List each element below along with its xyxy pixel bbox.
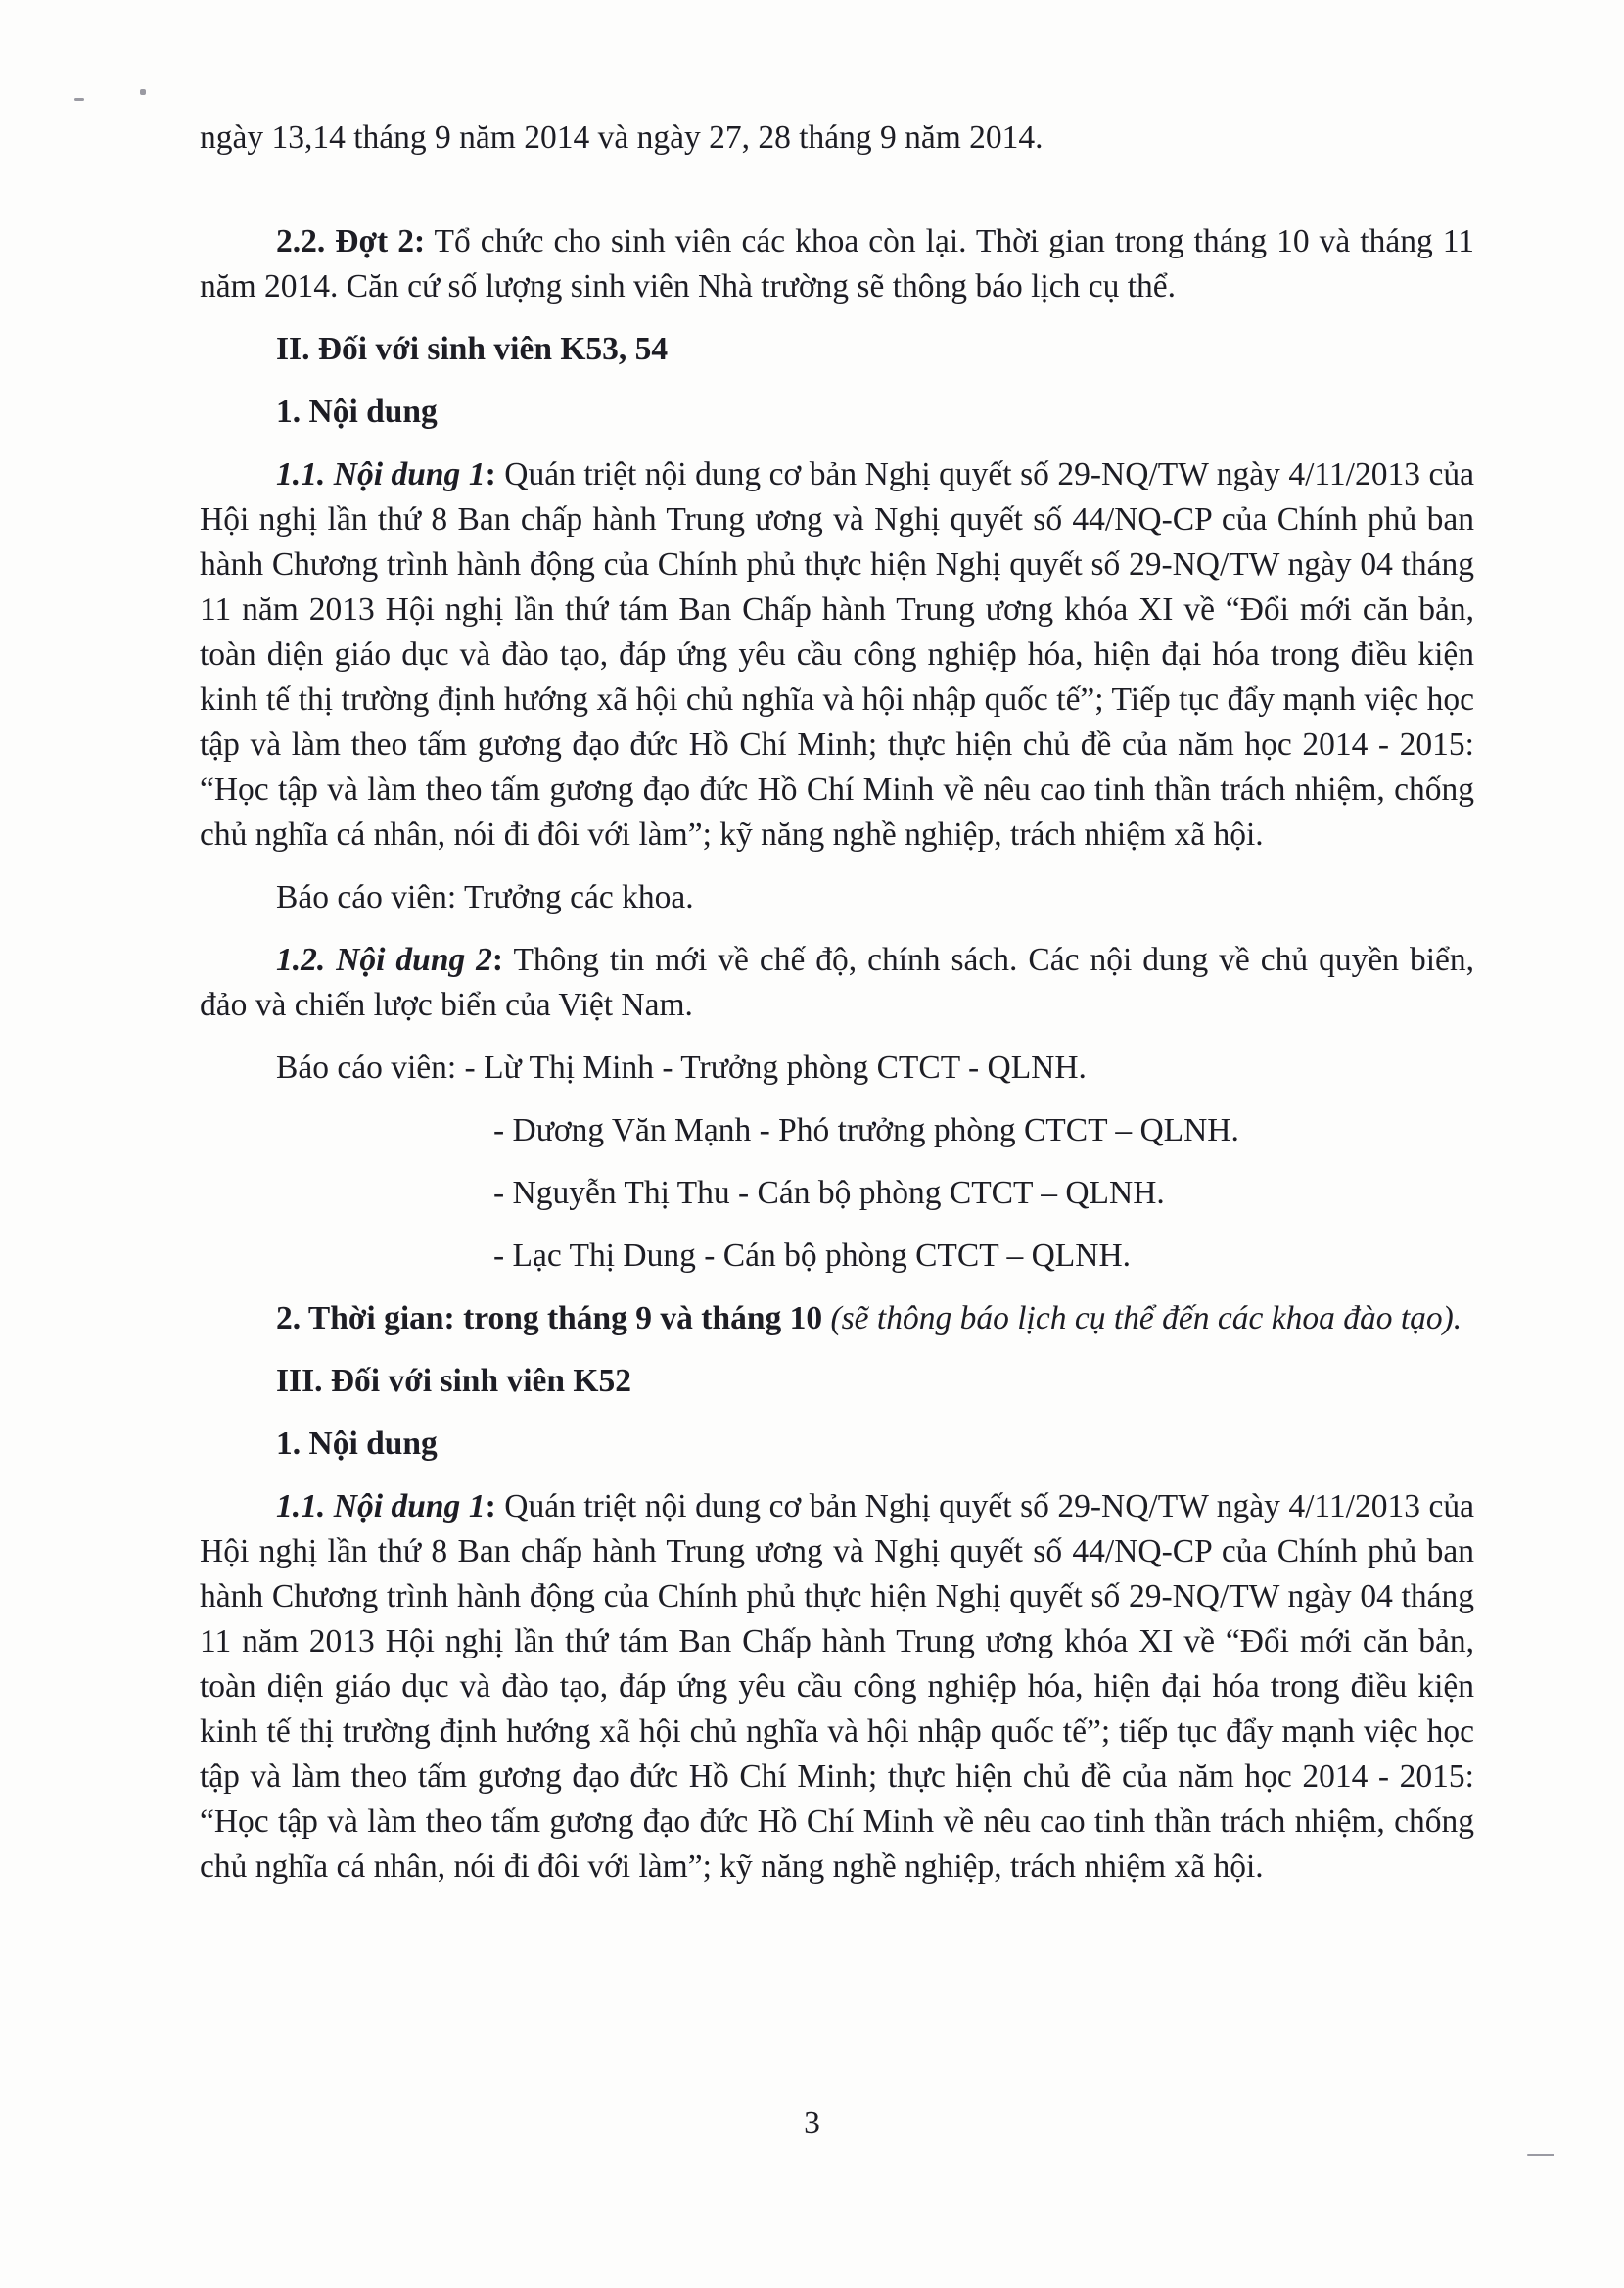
section-ii-content-1-2: [200, 938, 1474, 1028]
section-ii-reporter-line: - Dương Văn Mạnh - Phó trưởng phòng CTCT – QLNH.: [493, 1112, 1239, 1148]
section-ii-sub-2-note: (sẽ thông báo lịch cụ thể đến các khoa đào tạo).: [822, 1300, 1462, 1336]
section-ii-reporter-line: Báo cáo viên: - Lừ Thị Minh - Trưởng phòng CTCT - QLNH.: [276, 1050, 1087, 1086]
section-ii-sub-1-heading: 1. Nội dung: [276, 394, 438, 430]
section-ii-content-1-2-label: 1.2. Nội dung 2: [276, 942, 492, 978]
section-ii-sub-2-label: 2. Thời gian: trong tháng 9 và tháng 10: [276, 1300, 823, 1336]
item-2-2-label: 2.2. Đợt 2:: [276, 223, 426, 259]
section-iii-sub-1-heading: 1. Nội dung: [276, 1425, 438, 1462]
section-ii-content-1-1-text: Quán triệt nội dung cơ bản Nghị quyết số 29-NQ/TW ngày 4/11/2013 của Hội nghị lần thứ 8 Ban chấp hành Trung ương và Nghị quyết số 44/NQ-CP của Chính phủ ban hành Chương trình hành động của Chính phủ thực hiện Nghị quyết số 29-NQ/TW ngày 04 tháng 11 năm 2013 Hội nghị lần thứ tám Ban Chấp hành Trung ương khóa XI về “Đổi mới căn bản, toàn diện giáo dục và đào tạo, đáp ứng yêu cầu công nghiệp hóa, hiện đại hóa trong điều kiện kinh tế thị trường định hướng xã hội chủ nghĩa và hội nhập quốc tế”; Tiếp tục đẩy mạnh việc học tập và làm theo tấm gương đạo đức Hồ Chí Minh; thực hiện chủ đề của năm học 2014 - 2015: “Học tập và làm theo tấm gương đạo đức Hồ Chí Minh về nêu cao tinh thần trách nhiệm, chống chủ nghĩa cá nhân, nói đi đôi với làm”; kỹ năng nghề nghiệp, trách nhiệm xã hội.: [200, 456, 1474, 853]
section-iii-content-1-1: [200, 1484, 1474, 1890]
section-iii-content-1-1-label: 1.1. Nội dung 1: [276, 1488, 486, 1524]
section-iii-content-1-1-text: Quán triệt nội dung cơ bản Nghị quyết số 29-NQ/TW ngày 4/11/2013 của Hội nghị lần thứ 8 Ban chấp hành Trung ương và Nghị quyết số 44/NQ-CP của Chính phủ ban hành Chương trình hành động của Chính phủ thực hiện Nghị quyết số 29-NQ/TW ngày 04 tháng 11 năm 2013 Hội nghị lần thứ tám Ban Chấp hành Trung ương khóa XI về “Đổi mới căn bản, toàn diện giáo dục và đào tạo, đáp ứng yêu cầu công nghiệp hóa, hiện đại hóa trong điều kiện kinh tế thị trường định hướng xã hội chủ nghĩa và hội nhập quốc tế”; tiếp tục đẩy mạnh việc học tập và làm theo tấm gương đạo đức Hồ Chí Minh; thực hiện chủ đề của năm học 2014 - 2015: “Học tập và làm theo tấm gương đạo đức Hồ Chí Minh về nêu cao tinh thần trách nhiệm, chống chủ nghĩa cá nhân, nói đi đôi với làm”; kỹ năng nghề nghiệp, trách nhiệm xã hội.: [200, 1488, 1474, 1885]
section-ii-content-1-1-colon: :: [485, 456, 496, 492]
section-ii-content-1-2-colon: :: [491, 942, 504, 978]
scan-speck: [74, 98, 84, 101]
document-body: [200, 116, 1474, 1890]
scan-speck: [1527, 2154, 1554, 2156]
continuation-line: ngày 13,14 tháng 9 năm 2014 và ngày 27, 28 tháng 9 năm 2014.: [200, 119, 1044, 156]
section-ii-content-1-1: [200, 452, 1474, 858]
section-ii-heading: II. Đối với sinh viên K53, 54: [276, 331, 669, 367]
page-number: 3: [804, 2105, 820, 2141]
section-iii-heading: III. Đối với sinh viên K52: [276, 1363, 631, 1399]
item-2-2-text: Tổ chức cho sinh viên các khoa còn lại. Thời gian trong tháng 10 và tháng 11 năm 2014. Căn cứ số lượng sinh viên Nhà trường sẽ thông báo lịch cụ thể.: [200, 223, 1474, 304]
section-ii-reporter-line: - Nguyễn Thị Thu - Cán bộ phòng CTCT – QLNH.: [493, 1175, 1165, 1211]
item-2-2: [200, 219, 1474, 309]
section-ii-sub-2: [200, 1296, 1474, 1341]
section-ii-reporter-1: Báo cáo viên: Trưởng các khoa.: [276, 879, 694, 915]
section-ii-content-1-2-text: Thông tin mới về chế độ, chính sách. Các nội dung về chủ quyền biển, đảo và chiến lược biển của Việt Nam.: [200, 942, 1474, 1023]
section-ii-content-1-1-label: 1.1. Nội dung 1: [276, 456, 486, 492]
scan-speck: [140, 89, 146, 95]
section-iii-content-1-1-colon: :: [485, 1488, 496, 1524]
section-ii-reporter-line: - Lạc Thị Dung - Cán bộ phòng CTCT – QLNH.: [493, 1237, 1132, 1274]
